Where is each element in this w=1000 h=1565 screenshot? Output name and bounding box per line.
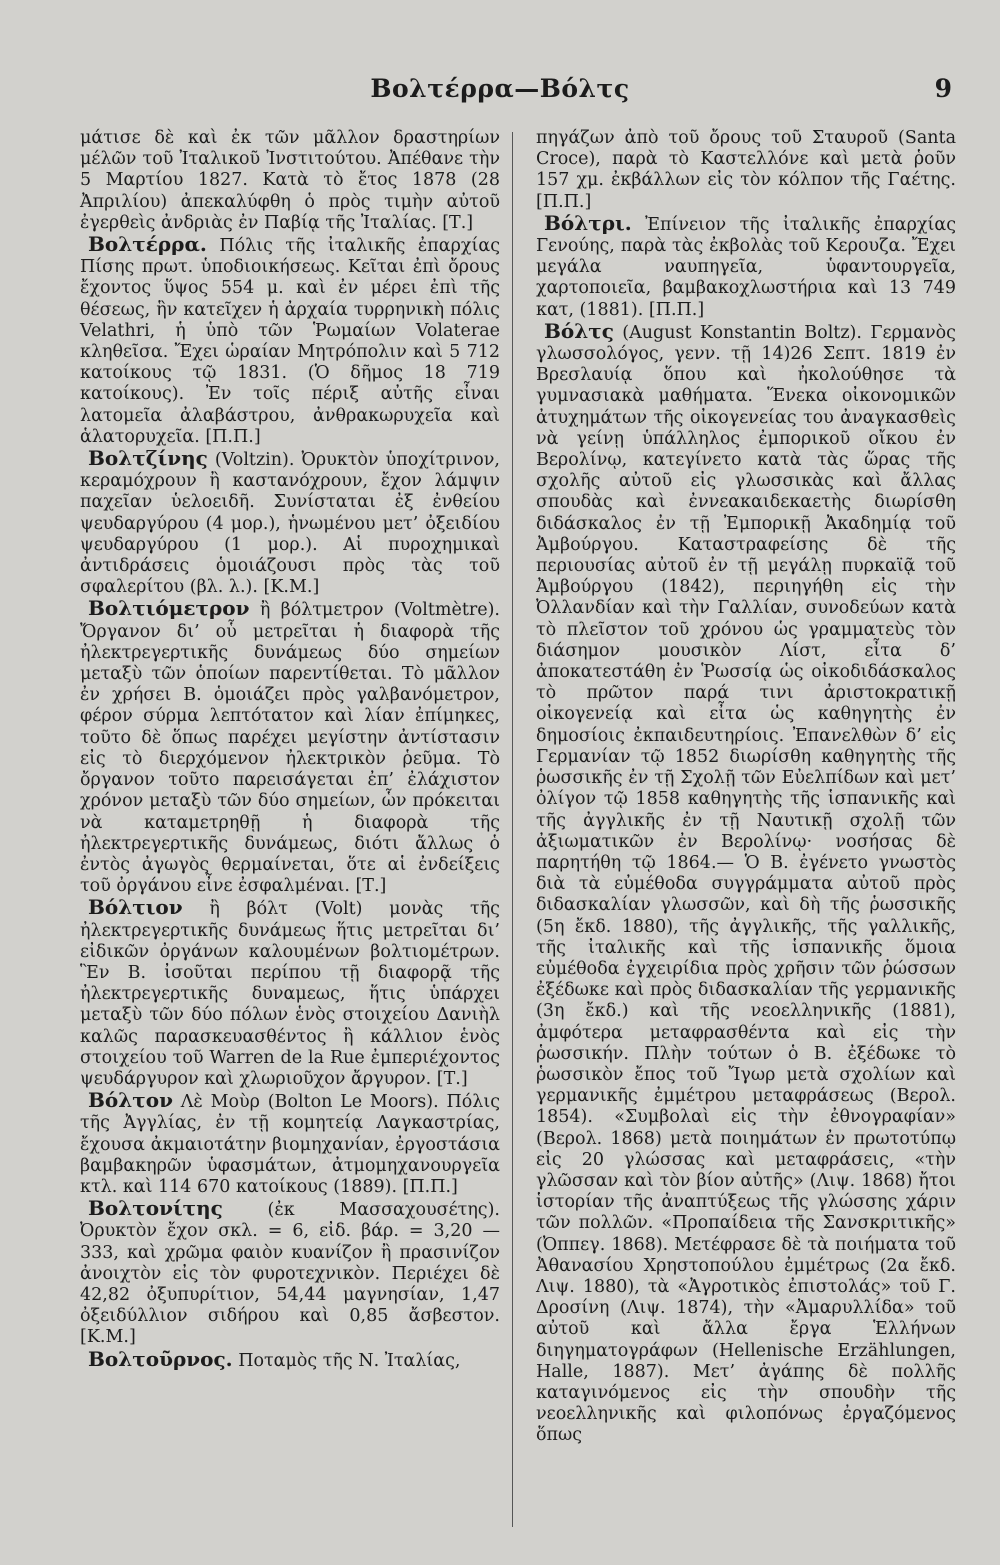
entry-headword: Βολτιόμετρον [88, 596, 250, 621]
entry-text: ἢ βόλτμετρον (Voltmètre). Ὄργανον δι’ οὗ μετρεῖται ἡ διαφορὰ τῆς ἠλεκτρεγερτικῆς δυνάμεως δύο σημείων μεταξὺ τῶν ὁποίων παρεντίθεται. Τὸ μᾶλλον ἐν χρήσει Β. ὁμοιάζει πρὸς γαλβανόμετρον, φέρον σύρμα λεπτότατον καὶ λίαν ἐπίμηκες, τοῦτο δὲ ὅπως παρέχει μεγίστην ἀντίστασιν εἰς τὸ διερχόμενον ἠλεκτρικὸν ῥεῦμα. Τὸ ὄργανον τοῦτο παρεισάγεται ἐπ’ ἐλάχιστον χρόνον μεταξὺ τῶν δύο σημείων, ὧν πρόκειται νὰ καταμετρηθῇ ἡ διαφορὰ τῆς ἠλεκτρεγερτικῆς δυνάμεως, διότι ἄλλως ὁ ἐντὸς ἀγωγὸς θερμαίνεται, ὅτε αἱ ἐνδείξεις τοῦ ὀργάνου εἶνε ἐσφαλμέναι. [Τ.] [80, 600, 500, 897]
entry [80, 234, 500, 448]
left-column [80, 128, 500, 1372]
entry-text: πηγάζων ἀπὸ τοῦ ὄρους τοῦ Σταυροῦ (Santa Croce), παρὰ τὸ Καστελλόνε καὶ μετὰ ῥοῦν 157 χμ. ἐκβάλλων εἰς τὸν κόλπον τῆς Γαέτης. [Π.Π.] [536, 128, 956, 212]
entry-headword: Βολτέρρα. [88, 232, 207, 257]
entry-text: ἢ βόλτ (Volt) μονὰς τῆς ἠλεκτρεγερτικῆς δυνάμεως ἥτις μετρεῖται δι’ εἰδικῶν ὀργάνων καλουμένων βολτιομέτρων. Ἓν Β. ἰσοῦται περίπου τῇ διαφορᾷ τῆς ἠλεκτρεγερτικῆς δυναμεως, ἥτις ὑπάρχει μεταξὺ τῶν δύο πόλων ἑνὸς στοιχείου Δανιὴλ καλῶς παρασκευασθέντος ἢ κάλλιον ἑνὸς στοιχείου τοῦ Warren de la Rue ἐμπεριέχοντος ψευδάργυρον καὶ χλωριοῦχον ἄργυρον. [Τ.] [80, 899, 500, 1089]
entry-text: Ἐπίνειον τῆς ἰταλικῆς ἐπαρχίας Γενούης, παρὰ τὰς ἐκβολὰς τοῦ Κερουζα. Ἔχει μεγάλα ναυπηγεῖα, ὑφαντουργεῖα, χαρτοποιεῖα, βαμβακοχλωστήρια καὶ 13 749 κατ, (1881). [Π.Π.] [536, 214, 956, 320]
entry [80, 598, 500, 897]
page-header [0, 74, 1000, 114]
entry [80, 448, 500, 598]
entry [536, 318, 956, 1447]
entry-text: (August Konstantin Boltz). Γερμανὸς γλωσσολόγος, γενν. τῇ 14)26 Σεπτ. 1819 ἐν Βρεσλαυίᾳ ὅπου καὶ ἠκολούθησε τὰ γυμνασιακὰ μαθήματα. Ἕνεκα οἰκονομικῶν ἀτυχημάτων τῆς οἰκογενείας του ἀναγκασθεὶς νὰ γείνῃ ὑπάλληλος ἐμπορικοῦ οἴκου ἐν Βερολίνῳ, κατεγίνετο κατὰ τὰς ὥρας τῆς σχολῆς αὐτοῦ εἰς γλωσσικὰς καὶ ἄλλας σπουδὰς καὶ ἐννεακαιδεκαετὴς διωρίσθη διδάσκαλος ἐν τῇ Ἐμπορικῇ Ἀκαδημίᾳ τοῦ Ἀμβούργου. Καταστραφείσης δὲ τῆς περιουσίας αὐτοῦ ἐν τῇ μεγάλῃ πυρκαϊᾷ τοῦ Ἀμβούργου (1842), περιηγήθη εἰς τὴν Ὀλλανδίαν καὶ τὴν Γαλλίαν, συνοδεύων κατὰ τὸ πλεῖστον τοῦ χρόνου ὡς γραμματεὺς τὸν διάσημον μουσικὸν Λίστ, εἶτα δ’ ἀποκατεστάθη ἐν Ῥωσσίᾳ ὡς οἰκοδιδάσκαλος τὸ πρῶτον παρά τινι ἀριστοκρατικῇ οἰκογενείᾳ καὶ εἶτα ὡς καθηγητὴς ἐν δημοσίοις ἐκπαιδευτηρίοις. Ἐπανελθὼν δ’ εἰς Γερμανίαν τῷ 1852 διωρίσθη καθηγητὴς τῆς ῥωσσικῆς ἐν τῇ Σχολῇ τῶν Εὐελπίδων καὶ μετ’ ὀλίγον τῷ 1858 καθηγητὴς τῆς ἱσπανικῆς καὶ τῆς ἀγγλικῆς ἐν τῇ Ναυτικῇ σχολῇ τῶν ἀξιωματικῶν ἐν Βερολίνῳ· νοσήσας δὲ παρητήθη τῷ 1864.— Ὁ Β. ἐγένετο γνωστὸς διὰ τὰ εὐμέθοδα συγγράμματα αὐτοῦ πρὸς διδασκαλίαν γλωσσῶν, καὶ δὴ τῆς ῥωσσικῆς (5η ἔκδ. 1880), τῆς ἀγγλικῆς, τῆς γαλλικῆς, τῆς ἰταλικῆς καὶ τῆς ἱσπανικῆς ὅμοια εὐμέθοδα ἐγχειρίδια πρὸς χρῆσιν τῶν ῥώσσων ἐξέδωκε καὶ πρὸς διδασκαλίαν τῆς γερμανικῆς (3η ἔκδ.) καὶ τῆς νεοελληνικῆς (1881), ἀμφότερα μεταφρασθέντα καὶ εἰς τὴν ῥωσσικήν. Πλὴν τούτων ὁ Β. ἐξέδωκε τὸ ῥωσσικὸν ἔπος τοῦ Ἴγωρ μετὰ σχολίων καὶ γερμανικῆς ἐμμέτρου μεταφράσεως (Βερολ. 1854). «Συμβολαὶ εἰς τὴν ἐθνογραφίαν» (Βερολ. 1868) μετὰ ποιημάτων ἐν πρωτοτύπῳ εἰς 20 γλώσσας καὶ μεταφράσεις, «τὴν γλῶσσαν καὶ τὸν βίον αὐτῆς» (Λιψ. 1868) ἤτοι ἱστορίαν τῆς ἀναπτύξεως τῆς γλώσσης χάριν τῶν πολλῶν. «Προπαίδεια τῆς Σανσκριτικῆς» (Ὀππεγ. 1868). Μετέφρασε δὲ τὰ ποιήματα τοῦ Ἀθανασίου Χρηστοπούλου ἐμμέτρως (2α ἔκδ. Λιψ. 1880), τὰ «Ἀγροτικὸς ἐπιστολάς» τοῦ Γ. Δροσίνη (Λιψ. 1874), τὴν «Ἀμαρυλλίδα» τοῦ αὐτοῦ καὶ ἄλλα ἔργα Ἑλλήνων διηγηματογράφων (Hellenische Erzählungen, Halle, 1887). Μετ’ ἀγάπης δὲ πολλῆς καταγινόμενος εἰς τὴν σπουδὴν τῆς νεοελληνικῆς καὶ φιλοπόνως ἐργαζόμενος ὅπως [536, 322, 956, 1446]
text-columns [80, 128, 960, 1548]
right-column [536, 128, 956, 1447]
entry [536, 210, 956, 321]
entry-headword: Βόλτρι. [544, 210, 632, 235]
entry [80, 1346, 500, 1372]
entry-headword: Βολτοῦρνος. [88, 1346, 233, 1371]
running-head: Βολτέρρα—Βόλτς [370, 74, 630, 103]
entry-continuation [80, 128, 500, 234]
entry-headword: Βόλτς [544, 318, 614, 343]
entry-text: Πόλις τῆς ἰταλικῆς ἐπαρχίας Πίσης πρωτ. ὑποδιοικήσεως. Κεῖται ἐπὶ ὄρους ἔχοντος ὕψος 554 μ. καὶ ἐν μέρει ἐπὶ τῆς θέσεως, ἣν κατεῖχεν ἡ ἀρχαία τυρρηνικὴ πόλις Velathri, ἡ ὑπὸ τῶν Ῥωμαίων Volaterae κληθεῖσα. Ἔχει ὡραίαν Μητρόπολιν καὶ 5 712 κατοίκους τῷ 1831. (Ὁ δῆμος 18 719 κατοίκους). Ἐν τοῖς πέριξ αὐτῆς εἶναι λατομεῖα ἀλαβάστρου, ἀνθρακωρυχεῖα καὶ ἁλατορυχεῖα. [Π.Π.] [80, 236, 500, 447]
column-divider [512, 132, 513, 1527]
page-number: 9 [934, 74, 952, 103]
entry-text: Ποταμὸς τῆς Ν. Ἰταλίας, [238, 1350, 461, 1371]
entry-headword: Βόλτον [88, 1088, 173, 1113]
entry-headword: Βολτζίνης [88, 446, 208, 471]
entry-continuation [536, 128, 956, 213]
entry-text: μάτισε δὲ καὶ ἐκ τῶν μᾶλλον δραστηρίων μέλῶν τοῦ Ἰταλικοῦ Ἰνστιτούτου. Ἀπέθανε τὴν 5 Μαρτίου 1827. Κατὰ τὸ ἔτος 1878 (28 Ἀπριλίου) ἀπεκαλύφθη ὁ πρὸς τιμὴν αὐτοῦ ἐγερθεὶς ἀνδριὰς ἐν Παβίᾳ τῆς Ἰταλίας. [Τ.] [80, 128, 500, 233]
entry-text: (Voltzin). Ὀρυκτὸν ὑποχίτρινον, κεραμόχρουν ἢ καστανόχρουν, ἔχον λάμψιν παχεῖαν ὑελοειδῆ. Συνίσταται ἐξ ἐνθείου ψευδαργύρου (4 μορ.), ἡνωμένου μετ’ ὀξειδίου ψευδαργύρου (1 μορ.). Αἱ πυροχημικαὶ ἀντιδράσεις ὁμοιάζουσι πρὸς τὰς τοῦ σφαλερίτου (βλ. λ.). [Κ.Μ.] [80, 450, 500, 598]
entry-text: (ἐκ Μασσαχουσέτης). Ὀρυκτὸν ἔχον σκλ. = 6, εἰδ. βάρ. = 3,20 — 333, καὶ χρῶμα φαιὸν κυανίζον ἢ πρασινίζον ἀνοιχτὸν εἰς τὸν φυροτεχνικὸν. Περιέχει δὲ 42,82 ὀξυπυρίτιον, 54,44 μαγνησίαν, 1,47 ὀξειδύλλιον σιδήρου καὶ 0,85 ἄσβεστον. [Κ.Μ.] [80, 1200, 500, 1348]
entry [80, 1198, 500, 1348]
entry-text: Λὲ Μοὺρ (Bolton Le Moors). Πόλις τῆς Ἀγγλίας, ἐν τῇ κομητείᾳ Λαγκαστρίας, ἔχουσα ἀκμαιοτάτην βιομηχανίαν, ἐργοστάσια βαμβακηρῶν ὑφασμάτων, ἀτμομηχανουργεῖα κτλ. καὶ 114 670 κατοίκους (1889). [Π.Π.] [80, 1092, 500, 1197]
entry-headword: Βόλτιον [88, 895, 183, 920]
entry [80, 897, 500, 1090]
entry [80, 1090, 500, 1198]
entry-headword: Βολτονίτης [88, 1196, 223, 1221]
